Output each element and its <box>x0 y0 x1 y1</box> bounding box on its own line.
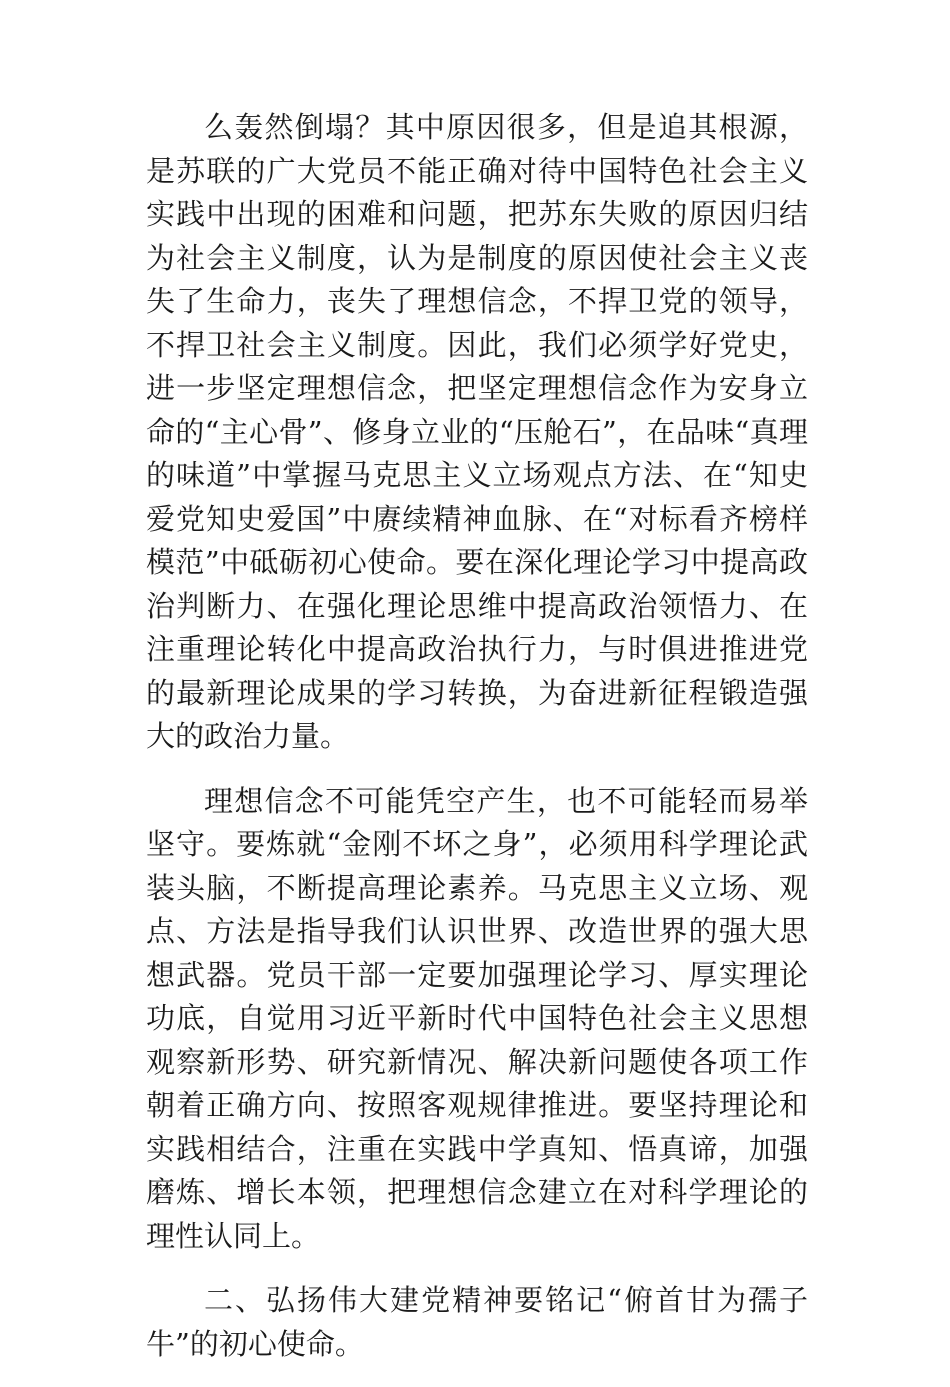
document-body <box>146 106 808 1387</box>
section-heading-two: 二、弘扬伟大建党精神要铭记“俯首甘为孺子牛”的初心使命。 <box>146 1283 808 1361</box>
paragraph-continued: 么轰然倒塌？其中原因很多，但是追其根源，是苏联的广大党员不能正确对待中国特色社会主义实践中出现的困难和问题，把苏东失败的原因归结为社会主义制度，认为是制度的原因使社会主义丧失了生命力，丧失了理想信念，不捍卫党的领导，不捍卫社会主义制度。因此，我们必须学好党史，进一步坚定理想信念，把坚定理想信念作为安身立命的“主心骨”、修身立业的“压舱石”，在品味“真理的味道”中掌握马克思主义立场观点方法、在“知史爱党知史爱国”中赓续精神血脉、在“对标看齐榜样模范”中砥砺初心使命。要在深化理论学习中提高政治判断力、在强化理论思维中提高政治领悟力、在注重理论转化中提高政治执行力，与时俱进推进党的最新理论成果的学习转换，为奋进新征程锻造强大的政治力量。 <box>146 110 808 753</box>
paragraph-theory-study: 理想信念不可能凭空产生，也不可能轻而易举坚守。要炼就“金刚不坏之身”，必须用科学理论武装头脑，不断提高理论素养。马克思主义立场、观点、方法是指导我们认识世界、改造世界的强大思想武器。党员干部一定要加强理论学习、厚实理论功底，自觉用习近平新时代中国特色社会主义思想观察新形势、研究新情况、解决新问题使各项工作朝着正确方向、按照客观规律推进。要坚持理论和实践相结合，注重在实践中学真知、悟真谛，加强磨炼、增长本领，把理想信念建立在对科学理论的理性认同上。 <box>146 783 808 1253</box>
